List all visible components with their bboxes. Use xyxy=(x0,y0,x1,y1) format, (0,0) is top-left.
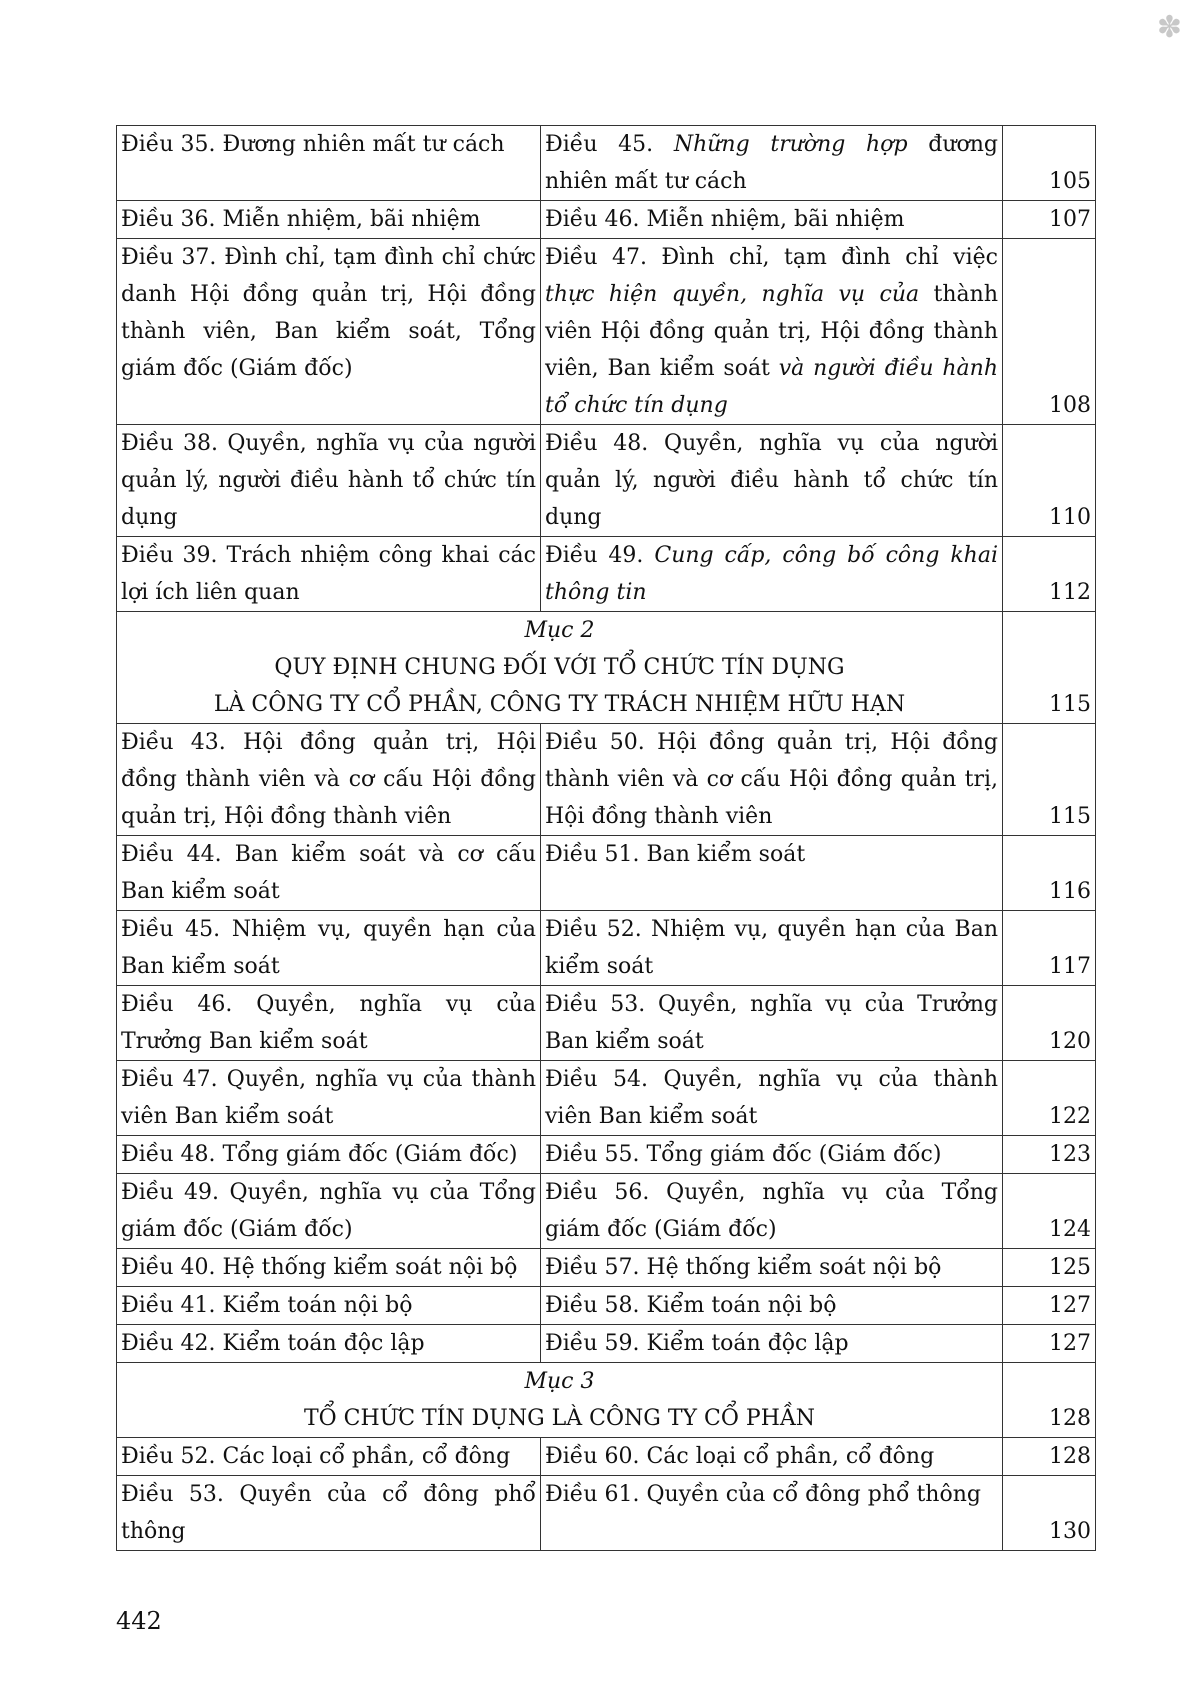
old-article-cell: Điều 46. Quyền, nghĩa vụ của Trưởng Ban kiểm soát xyxy=(117,986,541,1061)
page-ref-cell: 127 xyxy=(1003,1325,1096,1363)
table-row xyxy=(117,537,1096,612)
old-article-cell: Điều 42. Kiểm toán độc lập xyxy=(117,1325,541,1363)
article-text-part: Những trường hợp xyxy=(673,132,908,157)
old-article-cell: Điều 41. Kiểm toán nội bộ xyxy=(117,1287,541,1325)
old-article-cell: Điều 49. Quyền, nghĩa vụ của Tổng giám đốc (Giám đốc) xyxy=(117,1174,541,1249)
article-text-part: Cung cấp, công bố công khai thông tin xyxy=(545,543,998,605)
new-article-cell xyxy=(541,425,1003,537)
section-title: QUY ĐỊNH CHUNG ĐỐI VỚI TỔ CHỨC TÍN DỤNG xyxy=(274,655,845,680)
article-text-part: Điều 46. Miễn nhiệm, bãi nhiệm xyxy=(545,207,905,232)
page-ref-cell: 117 xyxy=(1003,911,1096,986)
old-article-cell: Điều 53. Quyền của cổ đông phổ thông xyxy=(117,1476,541,1551)
new-article-cell xyxy=(541,1174,1003,1249)
article-text-part: Điều 51. Ban kiểm soát xyxy=(545,842,806,867)
old-article-cell: Điều 38. Quyền, nghĩa vụ của người quản lý, người điều hành tổ chức tín dụng xyxy=(117,425,541,537)
article-text-part: Điều 60. Các loại cổ phần, cổ đông xyxy=(545,1444,935,1469)
flower-ornament-icon: ✽ xyxy=(1156,10,1182,45)
table-row xyxy=(117,1476,1096,1551)
article-text-part: và người điều hành tổ chức tín dụng xyxy=(545,356,998,418)
page-ref-cell: 122 xyxy=(1003,1061,1096,1136)
article-text-part: Điều 58. Kiểm toán nội bộ xyxy=(545,1293,837,1318)
article-text-part: Điều 56. Quyền, nghĩa vụ của Tổng giám đốc (Giám đốc) xyxy=(545,1180,998,1242)
old-article-cell: Điều 40. Hệ thống kiểm soát nội bộ xyxy=(117,1249,541,1287)
page-ref-cell: 127 xyxy=(1003,1287,1096,1325)
article-text-part: Điều 52. Nhiệm vụ, quyền hạn của Ban kiểm soát xyxy=(545,917,998,979)
article-text-part: Điều 57. Hệ thống kiểm soát nội bộ xyxy=(545,1255,942,1280)
article-text-part: Điều 53. Quyền, nghĩa vụ của Trưởng Ban kiểm soát xyxy=(545,992,998,1054)
new-article-cell xyxy=(541,1249,1003,1287)
new-article-cell xyxy=(541,239,1003,425)
article-text-part: đương nhiên mất tư cách xyxy=(545,132,998,194)
article-text-part: Điều 49. xyxy=(545,543,655,568)
article-text-part: Điều 47. Đình chỉ, tạm đình chỉ việc xyxy=(545,245,998,270)
table-row xyxy=(117,911,1096,986)
page-ref-cell: 124 xyxy=(1003,1174,1096,1249)
new-article-cell xyxy=(541,201,1003,239)
table-row xyxy=(117,1325,1096,1363)
table-row xyxy=(117,1287,1096,1325)
comparison-table-of-contents xyxy=(116,125,1096,1551)
page-ref-cell: 128 xyxy=(1003,1438,1096,1476)
article-text-part: Điều 54. Quyền, nghĩa vụ của thành viên Ban kiểm soát xyxy=(545,1067,998,1129)
table-row xyxy=(117,201,1096,239)
article-text-part: thành viên Hội đồng quản trị, Hội đồng thành viên, Ban kiểm soát xyxy=(545,282,999,381)
new-article-cell xyxy=(541,1325,1003,1363)
table-row xyxy=(117,239,1096,425)
old-article-cell: Điều 36. Miễn nhiệm, bãi nhiệm xyxy=(117,201,541,239)
section-heading xyxy=(117,1363,1003,1438)
article-text-part: Điều 61. Quyền của cổ đông phổ thông xyxy=(545,1482,981,1507)
article-text-part: Điều 59. Kiểm toán độc lập xyxy=(545,1331,849,1356)
section-title: LÀ CÔNG TY CỔ PHẦN, CÔNG TY TRÁCH NHIỆM HỮU HẠN xyxy=(213,692,906,717)
new-article-cell xyxy=(541,911,1003,986)
table-row xyxy=(117,1438,1096,1476)
section-header-row xyxy=(117,612,1096,724)
table-row xyxy=(117,1136,1096,1174)
page-ref-cell: 112 xyxy=(1003,537,1096,612)
section-title: TỔ CHỨC TÍN DỤNG LÀ CÔNG TY CỔ PHẦN xyxy=(303,1406,816,1431)
page-ref-cell: 115 xyxy=(1003,612,1096,724)
new-article-cell xyxy=(541,724,1003,836)
page-ref-cell: 108 xyxy=(1003,239,1096,425)
old-article-cell: Điều 52. Các loại cổ phần, cổ đông xyxy=(117,1438,541,1476)
old-article-cell: Điều 45. Nhiệm vụ, quyền hạn của Ban kiểm soát xyxy=(117,911,541,986)
page-ref-cell: 130 xyxy=(1003,1476,1096,1551)
new-article-cell xyxy=(541,1061,1003,1136)
new-article-cell xyxy=(541,1136,1003,1174)
page-ref-cell: 110 xyxy=(1003,425,1096,537)
new-article-cell xyxy=(541,1287,1003,1325)
page-ref-cell: 120 xyxy=(1003,986,1096,1061)
section-label: Mục 2 xyxy=(524,618,595,643)
section-heading xyxy=(117,612,1003,724)
page-ref-cell: 128 xyxy=(1003,1363,1096,1438)
section-label: Mục 3 xyxy=(524,1369,595,1394)
table-row xyxy=(117,836,1096,911)
new-article-cell xyxy=(541,1476,1003,1551)
new-article-cell xyxy=(541,537,1003,612)
page-ref-cell: 115 xyxy=(1003,724,1096,836)
new-article-cell xyxy=(541,1438,1003,1476)
old-article-cell: Điều 44. Ban kiểm soát và cơ cấu Ban kiểm soát xyxy=(117,836,541,911)
table-row xyxy=(117,1061,1096,1136)
new-article-cell xyxy=(541,986,1003,1061)
page-number: 442 xyxy=(116,1607,162,1635)
article-text-part: Điều 48. Quyền, nghĩa vụ của người quản lý, người điều hành tổ chức tín dụng xyxy=(545,431,998,530)
table-row xyxy=(117,126,1096,201)
old-article-cell: Điều 48. Tổng giám đốc (Giám đốc) xyxy=(117,1136,541,1174)
old-article-cell: Điều 39. Trách nhiệm công khai các lợi ích liên quan xyxy=(117,537,541,612)
page-ref-cell: 125 xyxy=(1003,1249,1096,1287)
article-text-part: Điều 55. Tổng giám đốc (Giám đốc) xyxy=(545,1142,942,1167)
article-text-part: Điều 50. Hội đồng quản trị, Hội đồng thành viên và cơ cấu Hội đồng quản trị, Hội đồng thành viên xyxy=(545,730,998,829)
old-article-cell: Điều 47. Quyền, nghĩa vụ của thành viên Ban kiểm soát xyxy=(117,1061,541,1136)
table-row xyxy=(117,986,1096,1061)
page-ref-cell: 116 xyxy=(1003,836,1096,911)
old-article-cell: Điều 35. Đương nhiên mất tư cách xyxy=(117,126,541,201)
table-row xyxy=(117,1249,1096,1287)
page-ref-cell: 107 xyxy=(1003,201,1096,239)
new-article-cell xyxy=(541,836,1003,911)
new-article-cell xyxy=(541,126,1003,201)
table-row xyxy=(117,724,1096,836)
section-header-row xyxy=(117,1363,1096,1438)
table-row xyxy=(117,1174,1096,1249)
table-row xyxy=(117,425,1096,537)
page-ref-cell: 105 xyxy=(1003,126,1096,201)
old-article-cell: Điều 43. Hội đồng quản trị, Hội đồng thành viên và cơ cấu Hội đồng quản trị, Hội đồng thành viên xyxy=(117,724,541,836)
old-article-cell: Điều 37. Đình chỉ, tạm đình chỉ chức danh Hội đồng quản trị, Hội đồng thành viên, Ban kiểm soát, Tổng giám đốc (Giám đốc) xyxy=(117,239,541,425)
article-text-part: thực hiện quyền, nghĩa vụ của xyxy=(545,282,920,307)
page-ref-cell: 123 xyxy=(1003,1136,1096,1174)
article-text-part: Điều 45. xyxy=(545,132,674,157)
